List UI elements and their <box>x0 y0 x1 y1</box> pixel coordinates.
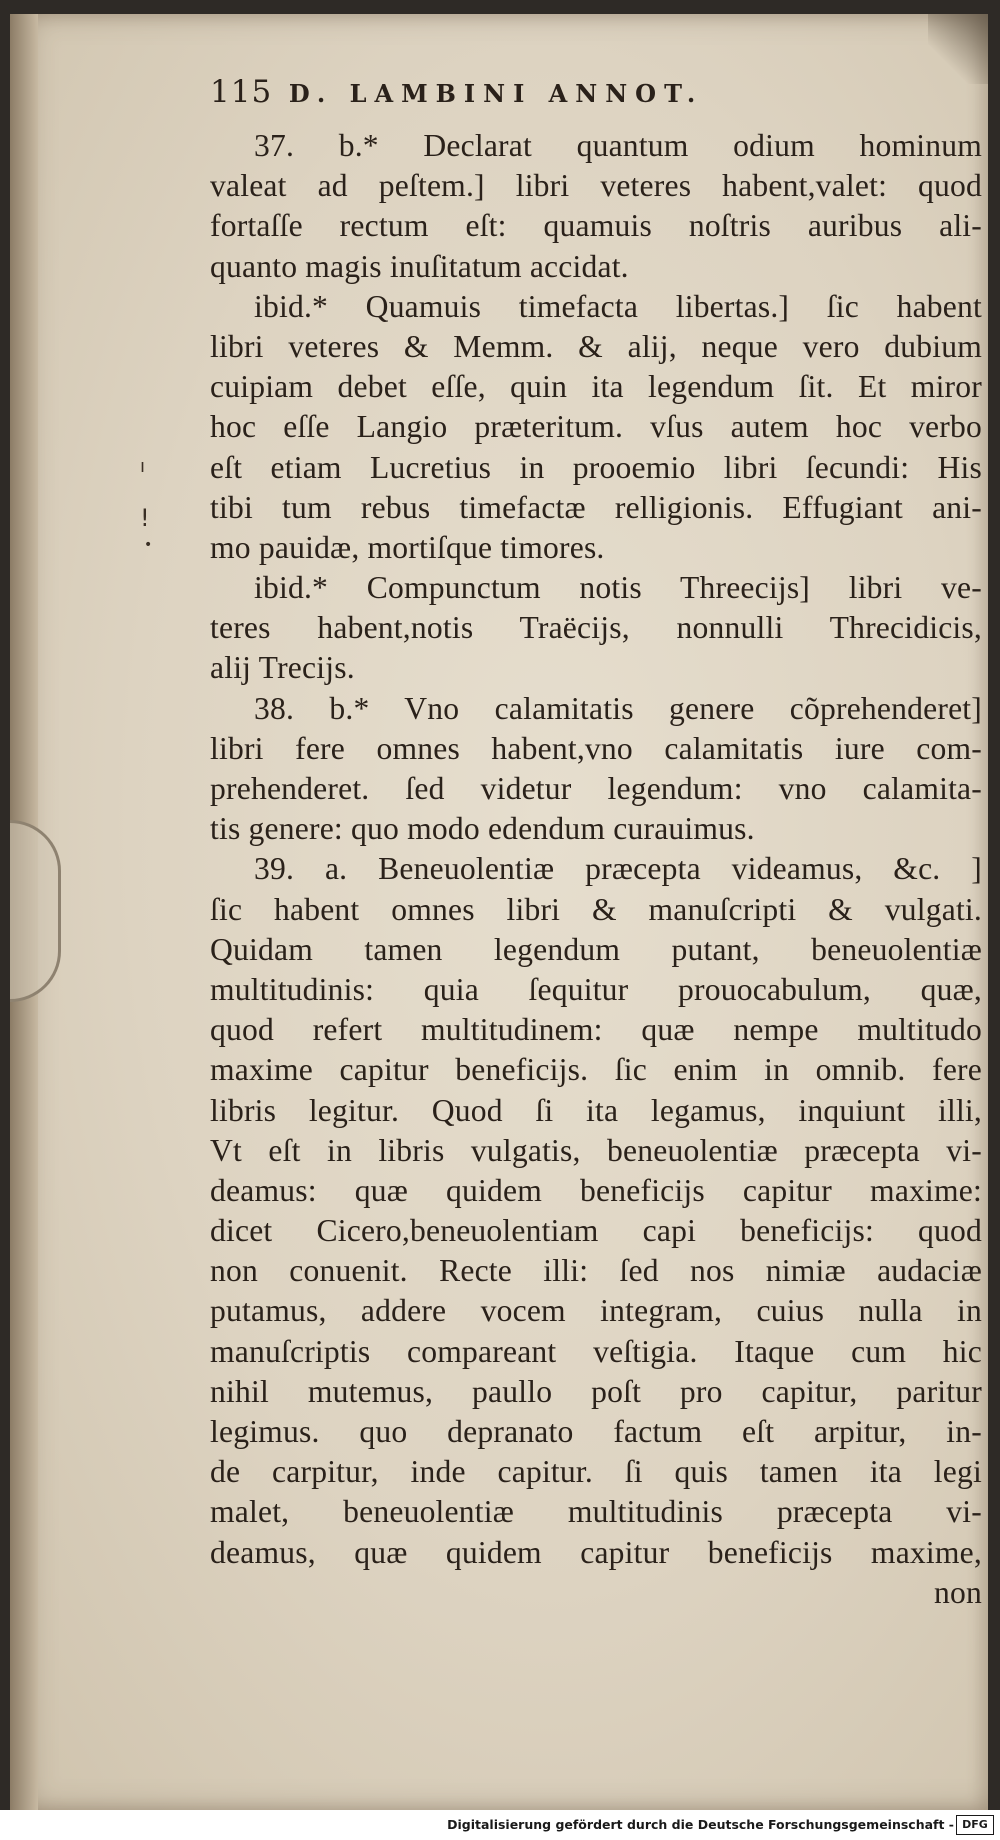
text-line: quod refert multitudinem: quæ nempe multitudo <box>210 1012 982 1048</box>
margin-mark-dot: ı <box>140 456 146 477</box>
text-line: cuipiam debet eſſe, quin ita legendum ſit. Et miror <box>210 369 982 405</box>
text-line: ſic habent omnes libri & manuſcripti & vulgati. <box>210 891 982 927</box>
text-line: tis genere: quo modo edendum curauimus. <box>210 811 755 847</box>
text-line: eſt etiam Lucretius in prooemio libri ſecundi: His <box>210 449 982 485</box>
margin-mark-excl: ! <box>140 504 150 532</box>
page-corner-stain <box>928 14 988 84</box>
text-line: libri fere omnes habent,vno calamitatis iure com- <box>210 730 982 766</box>
text-line: non conuenit. Recte illi: ſed nos nimiæ audaciæ <box>210 1253 982 1289</box>
margin-mark-dot2: • <box>144 537 153 553</box>
text-line: manuſcriptis compareant veſtigia. Itaque cum hic <box>210 1333 982 1369</box>
text-line: legimus. quo depranato factum eſt arpitur, in- <box>210 1414 982 1449</box>
digitization-footer <box>0 1810 1000 1840</box>
text-line: Vt eſt in libris vulgatis, beneuolentiæ præcepta vi- <box>210 1132 982 1168</box>
text-line: malet, beneuolentiæ multitudinis præcepta vi- <box>210 1494 982 1530</box>
text-line: libris legitur. Quod ſi ita legamus, inquiunt illi, <box>210 1092 982 1128</box>
text-line: 37. b.* Declarat quantum odium hominum <box>254 128 982 163</box>
text-line: teres habent,notis Traëcijs, nonnulli Threcidicis, <box>210 610 982 646</box>
text-line: libri veteres & Memm. & alij, neque vero dubium <box>210 328 982 364</box>
page-header <box>210 74 850 120</box>
text-line: dicet Cicero,beneuolentiam capi beneficijs: quod <box>210 1213 982 1249</box>
text-line: alij Trecijs. <box>210 650 355 686</box>
text-line: deamus, quæ quidem capitur beneficijs maxime, <box>210 1534 982 1570</box>
text-line: de carpitur, inde capitur. ſi quis tamen ita legi <box>210 1454 982 1490</box>
text-line: deamus: quæ quidem beneficijs capitur maxime: <box>210 1172 982 1208</box>
text-line: tibi tum rebus timefactæ relligionis. Effugiant ani- <box>210 489 982 525</box>
text-line: multitudinis: quia ſequitur prouocabulum, quæ, <box>210 971 982 1007</box>
text-line: 38. b.* Vno calamitatis genere cõprehenderet] <box>254 690 982 726</box>
text-line: ibid.* Compunctum notis Threecijs] libri ve- <box>254 570 982 606</box>
text-line: quanto magis inuſitatum accidat. <box>210 248 629 284</box>
running-head: D. LAMBINI ANNOT. <box>288 79 704 108</box>
text-line: putamus, addere vocem integram, cuius nulla in <box>210 1293 982 1329</box>
annotation-text <box>210 126 982 1613</box>
text-line: valeat ad peſtem.] libri veteres habent,valet: quod <box>210 168 982 204</box>
text-line: ibid.* Quamuis timefacta libertas.] ſic habent <box>254 288 982 324</box>
text-line: maxime capitur beneficijs. ſic enim in omnib. fere <box>210 1052 982 1088</box>
text-line: Quidam tamen legendum putant, beneuolentiæ <box>210 931 982 967</box>
page-number: 115 <box>210 74 273 110</box>
text-line: nihil mutemus, paullo poſt pro capitur, paritur <box>210 1373 982 1409</box>
page-tab-marker <box>10 820 61 1002</box>
text-line: 39. a. Beneuolentiæ præcepta videamus, &c. ] <box>254 851 982 887</box>
text-line: mo pauidæ, mortiſque timores. <box>210 529 605 565</box>
dfg-logo: DFG <box>956 1815 994 1835</box>
text-line: hoc eſſe Langio præteritum. vſus autem hoc verbo <box>210 409 982 445</box>
text-line: prehenderet. ſed videtur legendum: vno calamita- <box>210 771 982 806</box>
text-line: fortaſſe rectum eſt: quamuis noſtris auribus ali- <box>210 208 982 244</box>
catchword: non <box>934 1574 982 1610</box>
funding-credit: Digitalisierung gefördert durch die Deutsche Forschungsgemeinschaft - <box>447 1817 954 1832</box>
